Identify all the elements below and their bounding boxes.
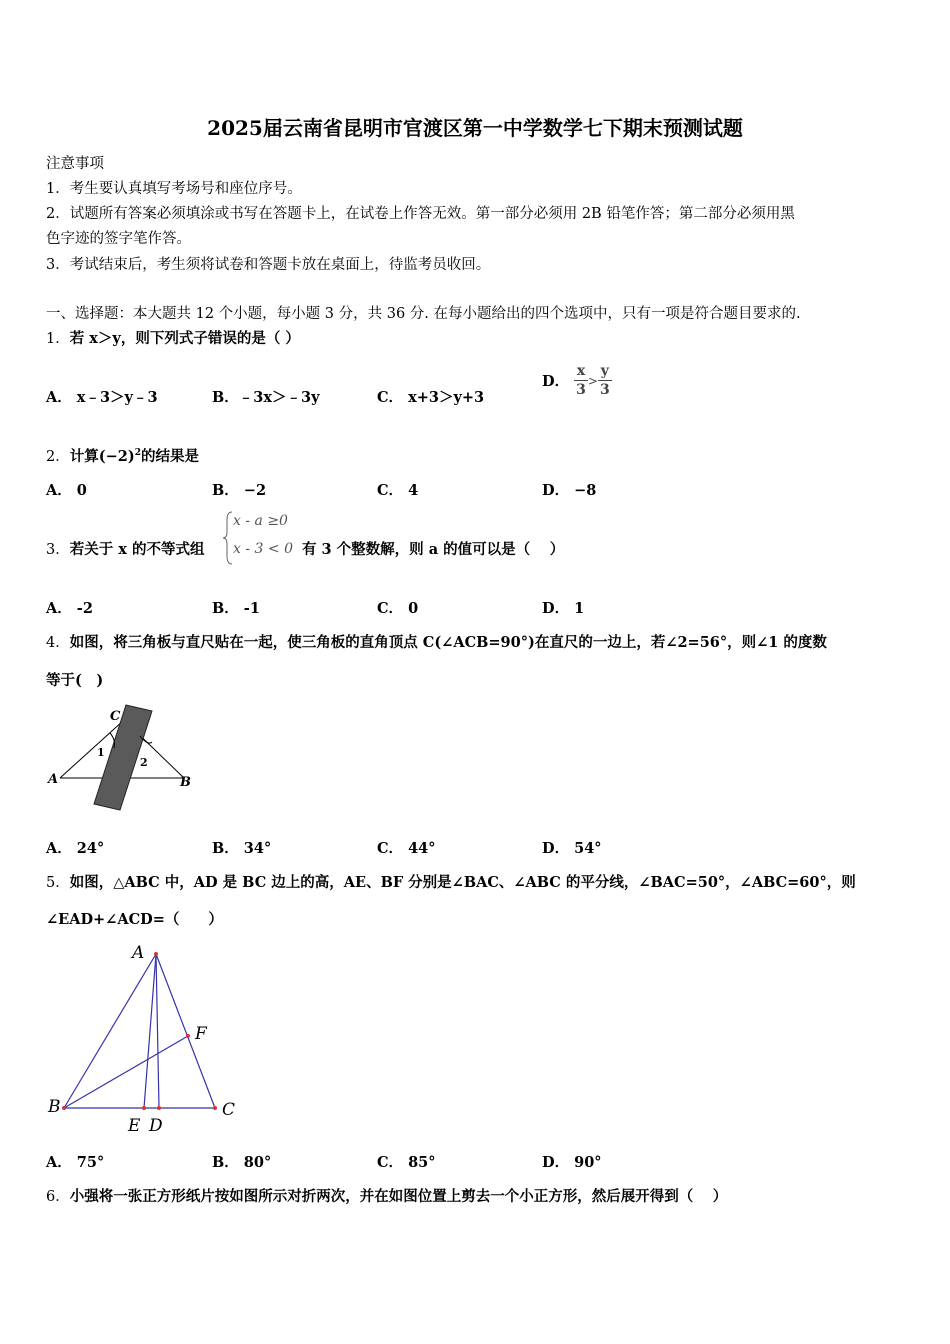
label-a: A xyxy=(48,772,59,787)
system-equation-1: x - a ≥0 xyxy=(233,513,288,529)
question-5 xyxy=(46,871,856,892)
segment-ae xyxy=(144,954,156,1108)
question-number: 4． xyxy=(46,635,70,651)
q2-option-a[interactable]: A． 0 xyxy=(46,482,87,499)
question-stem: 如图，将三角板与直尺贴在一起，使三角板的直角顶点 C(∠ACB=90°)在直尺的一边上，若∠2=56°，则∠1 的度数 xyxy=(69,634,827,651)
notice-heading: 注意事项 xyxy=(46,156,104,172)
label-angle-1: 1 xyxy=(97,746,105,759)
question-number: 2． xyxy=(46,449,70,465)
point-f xyxy=(186,1034,190,1038)
segment-bf xyxy=(64,1036,188,1108)
question-stem: 计算(−2) xyxy=(69,448,135,465)
q1-option-b[interactable]: B．﹣3x＞﹣3y xyxy=(212,389,320,406)
fraction xyxy=(574,362,588,399)
notice-item: 色字迹的签字笔作答。 xyxy=(46,231,191,247)
segment-ad xyxy=(156,954,159,1108)
q1-option-c[interactable]: C． x+3＞y+3 xyxy=(377,389,485,406)
fraction xyxy=(598,362,612,399)
denominator: 3 xyxy=(599,382,610,398)
question-number: 1． xyxy=(46,331,70,347)
question-2 xyxy=(46,445,199,466)
numerator: x xyxy=(574,362,588,381)
segment-ab xyxy=(64,954,156,1108)
q5-figure xyxy=(44,938,244,1138)
q3-option-d[interactable]: D． 1 xyxy=(542,600,585,617)
question-stem: 若 x＞y，则下列式子错误的是（ ） xyxy=(69,330,300,347)
label-c: C xyxy=(110,709,121,724)
q4-option-c[interactable]: C． 44° xyxy=(377,840,436,857)
greater-than: > xyxy=(587,373,598,388)
question-stem-line2: ∠EAD+∠ACD=（ ） xyxy=(46,911,223,928)
question-6 xyxy=(46,1185,727,1206)
point-a xyxy=(154,952,158,956)
section-header: 一、选择题：本大题共 12 个小题，每小题 3 分，共 36 分. 在每小题给出的四个选项中，只有一项是符合题目要求的. xyxy=(46,306,801,322)
numerator: y xyxy=(598,362,612,381)
question-stem: 若关于 x 的不等式组 xyxy=(69,541,205,558)
q3-option-c[interactable]: C． 0 xyxy=(377,600,419,617)
q4-figure xyxy=(44,700,204,815)
q3-option-a[interactable]: A． -2 xyxy=(46,600,93,617)
q4-option-a[interactable]: A． 24° xyxy=(46,840,105,857)
question-number: 3． xyxy=(46,542,70,558)
point-d xyxy=(157,1106,161,1110)
label-e: E xyxy=(128,1116,141,1136)
q1-option-d[interactable] xyxy=(542,362,612,399)
page-title: 2025届云南省昆明市官渡区第一中学数学七下期末预测试题 xyxy=(207,116,743,140)
q5-option-b[interactable]: B． 80° xyxy=(212,1154,272,1171)
question-number: 5． xyxy=(46,875,70,891)
q5-option-a[interactable]: A． 75° xyxy=(46,1154,105,1171)
question-1 xyxy=(46,327,300,348)
question-stem-line2: 等于( ) xyxy=(46,672,104,689)
label-f: F xyxy=(195,1024,207,1044)
denominator: 3 xyxy=(576,382,586,398)
notice-item: 1．考生要认真填写考场号和座位序号。 xyxy=(46,181,302,197)
q5-option-d[interactable]: D． 90° xyxy=(542,1154,602,1171)
question-3 xyxy=(46,538,204,559)
q2-option-b[interactable]: B． −2 xyxy=(212,482,267,499)
system-equation-2: x - 3 < 0 xyxy=(233,541,293,557)
exponent: 2 xyxy=(134,448,141,459)
label-a: A xyxy=(132,943,145,963)
label-c: C xyxy=(222,1100,236,1120)
q1-option-a[interactable]: A． x﹣3＞y﹣3 xyxy=(46,389,158,406)
label-b: B xyxy=(48,1097,61,1117)
point-c xyxy=(213,1106,217,1110)
label-angle-2: 2 xyxy=(140,756,148,769)
q3-option-b[interactable]: B． -1 xyxy=(212,600,260,617)
question-number: 6． xyxy=(46,1189,70,1205)
question-stem-end: 的结果是 xyxy=(140,448,199,465)
q2-option-d[interactable]: D． −8 xyxy=(542,482,597,499)
notice-item: 2．试题所有答案必须填涂或书写在答题卡上，在试卷上作答无效。第一部分必须用 2B 铅笔作答；第二部分必须用黑 xyxy=(46,206,795,222)
notice-item: 3．考试结束后，考生须将试卷和答题卡放在桌面上，待监考员收回。 xyxy=(46,257,491,273)
q5-option-c[interactable]: C． 85° xyxy=(377,1154,436,1171)
question-stem-end: 有 3 个整数解，则 a 的值可以是（ ） xyxy=(302,541,565,558)
label-b: B xyxy=(180,775,191,790)
question-4 xyxy=(46,631,827,652)
q4-option-b[interactable]: B． 34° xyxy=(212,840,272,857)
point-b xyxy=(62,1106,66,1110)
q2-option-c[interactable]: C． 4 xyxy=(377,482,419,499)
label-d: D xyxy=(149,1116,163,1136)
option-label: D． xyxy=(542,373,570,390)
question-stem: 小强将一张正方形纸片按如图所示对折两次，并在如图位置上剪去一个小正方形，然后展开得到（ ） xyxy=(69,1188,728,1205)
question-stem: 如图，△ABC 中，AD 是 BC 边上的高，AE、BF 分别是∠BAC、∠ABC 的平分线，∠BAC=50°，∠ABC=60°，则 xyxy=(69,874,856,891)
point-e xyxy=(142,1106,146,1110)
q4-option-d[interactable]: D． 54° xyxy=(542,840,602,857)
